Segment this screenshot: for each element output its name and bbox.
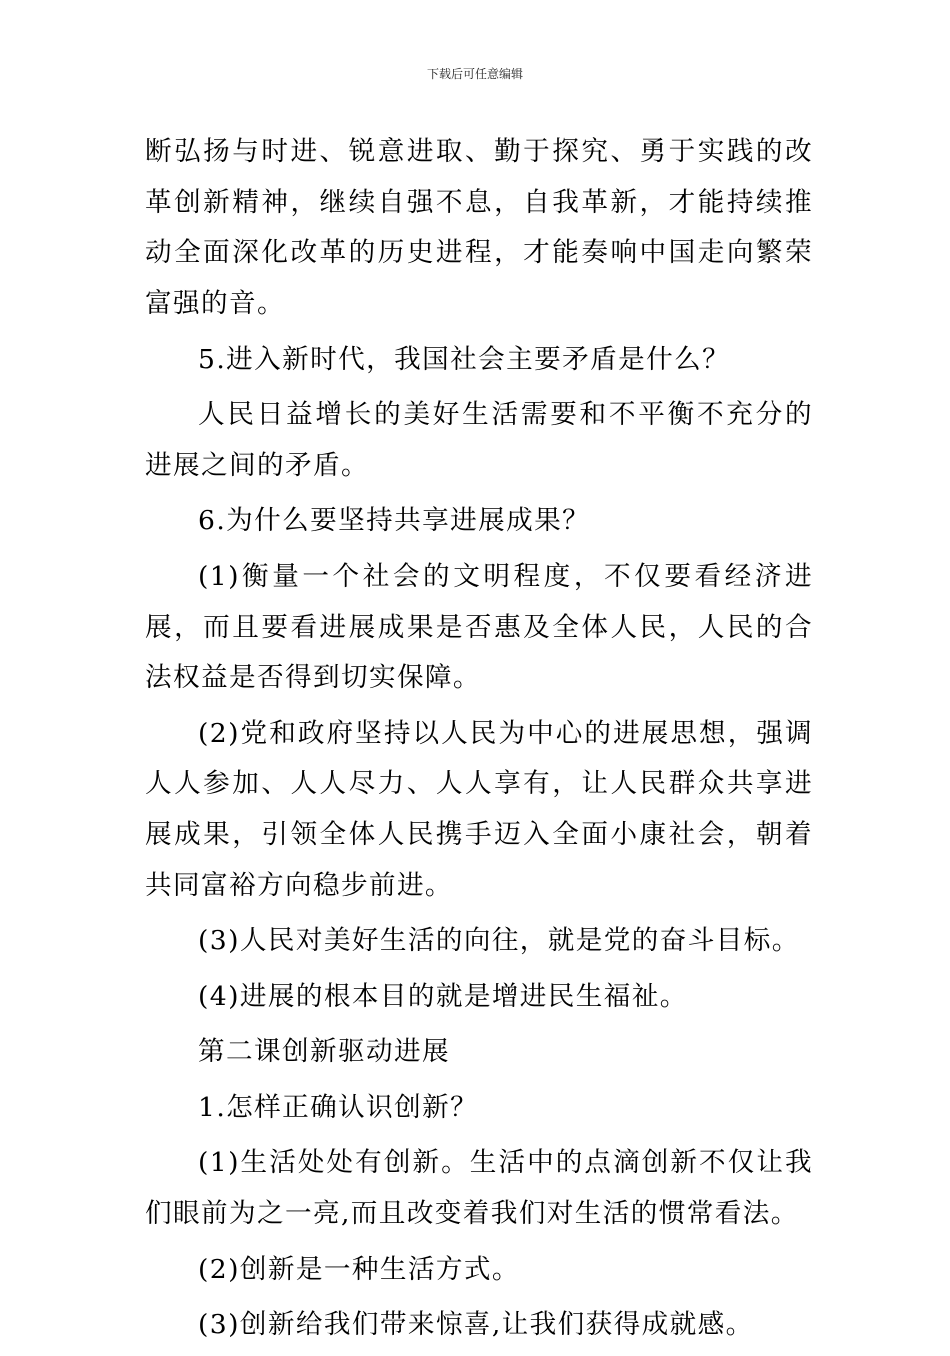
answer-6-point-4: (4)进展的根本目的就是增进民生福祉。 bbox=[198, 980, 688, 1012]
question-5: 5.进入新时代，我国社会主要矛盾是什么？ bbox=[198, 343, 731, 375]
lesson-heading: 第二课创新驱动进展 bbox=[198, 1036, 450, 1068]
paragraph-continuation: 断弘扬与时进、锐意进取、勤于探究、勇于实践的改革创新精神，继续自强不息，自我革新，才能持续推动全面深化改革的历史进程，才能奏响中国走向繁荣富强的音。 bbox=[145, 136, 813, 320]
answer-6-point-3: (3)人民对美好生活的向往，就是党的奋斗目标。 bbox=[198, 925, 800, 957]
answer-5: 人民日益增长的美好生活需要和不平衡不充分的进展之间的矛盾。 bbox=[145, 399, 813, 481]
lesson-2-answer-1-point-1: (1)生活处处有创新。生活中的点滴创新不仅让我们眼前为之一亮,而且改变着我们对生活的惯常看法。 bbox=[145, 1147, 813, 1230]
answer-6-point-1: (1)衡量一个社会的文明程度，不仅要看经济进展，而且要看进展成果是否惠及全体人民，人民的合法权益是否得到切实保障。 bbox=[145, 560, 813, 694]
question-6: 6.为什么要坚持共享进展成果？ bbox=[198, 505, 591, 537]
lesson-2-answer-1-point-3: (3)创新给我们带来惊喜,让我们获得成就感。 bbox=[198, 1309, 754, 1341]
page-header: 下载后可任意编辑 bbox=[426, 67, 523, 81]
lesson-2-answer-1-point-2: (2)创新是一种生活方式。 bbox=[198, 1253, 520, 1285]
lesson-2-question-1: 1.怎样正确认识创新？ bbox=[198, 1091, 479, 1123]
document-body bbox=[145, 127, 813, 1356]
answer-6-point-2: (2)党和政府坚持以人民为中心的进展思想，强调人人参加、人人尽力、人人享有，让人民群众共享进展成果，引领全体人民携手迈入全面小康社会，朝着共同富裕方向稳步前进。 bbox=[145, 717, 813, 901]
